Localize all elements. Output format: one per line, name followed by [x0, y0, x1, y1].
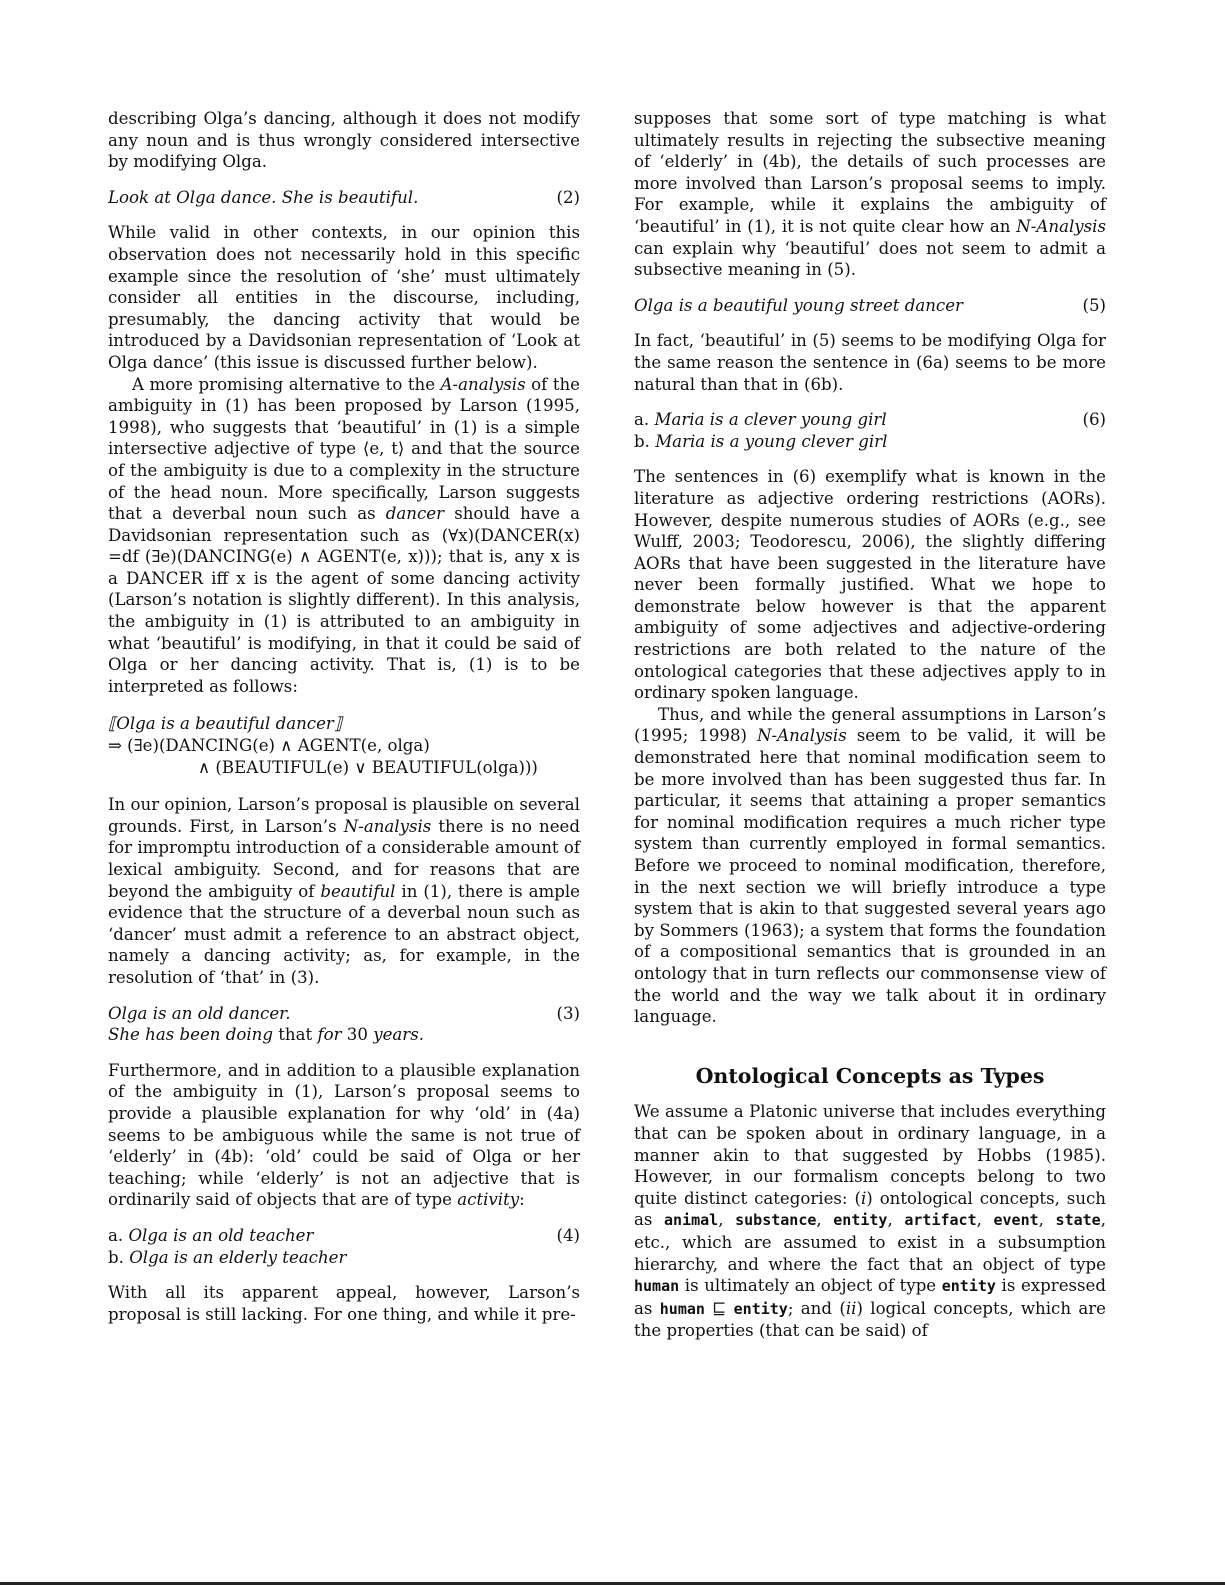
example-4a: a. Olga is an old teacher: [108, 1225, 314, 1245]
paragraph-opinion: In our opinion, Larson’s proposal is plausible on several grounds. First, in Larson’s N-analysis there is no need for impromptu introduction of a considerable amount of lexical ambiguity. Second, and for reasons that are beyond the ambiguity of beautiful in (1), there is ample evidence that the structure of a deverbal noun such as ‘dancer’ must admit a reference to an abstract object, namely a dancing activity; as, for example, in the resolution of ‘that’ in (3).: [108, 795, 580, 987]
example-4: [108, 1225, 580, 1268]
example-3: [108, 1003, 580, 1046]
paragraph-valid: While valid in other contexts, in our opinion this observation does not necessarily hold in this specific example since the resolution of ‘she’ must ultimately consider all entities in the discourse, including, presumably, the dancing activity that would be introduced by a Davidsonian representation of ‘Look at Olga dance’ (this issue is discussed further below).: [108, 223, 580, 372]
paragraph-lacking: With all its apparent appeal, however, Larson’s proposal is still lacking. For one thing, and while it pre-: [108, 1283, 580, 1324]
paragraph-promising: A more promising alternative to the A-analysis of the ambiguity in (1) has been proposed by Larson (1995, 1998), who suggests that ‘beautiful’ in (1) is a simple intersective adjective of type ⟨e, t⟩ and that the source of the ambiguity is due to a complexity in the structure of the head noun. More specifically, Larson suggests that a deverbal noun such as dancer should have a Davidsonian representation such as (∀x)(DANCER(x) =df (∃e)(DANCING(e) ∧ AGENT(e, x))); that is, any x is a DANCER iff x is the agent of some dancing activity (Larson’s notation is slightly different). In this analysis, the ambiguity in (1) is attributed to an ambiguity in what ‘beautiful’ is modifying, in that it could be said of Olga or her dancing activity. That is, (1) is to be interpreted as follows:: [108, 374, 580, 696]
right-column: [634, 108, 1106, 1342]
example-2: [108, 187, 580, 209]
formula-line-3: ∧ (BEAUTIFUL(e) ∨ BEAUTIFUL(olga))): [198, 757, 538, 777]
example-3-line-2: She has been doing that for 30 years.: [108, 1025, 425, 1045]
example-3-line-1: Olga is an old dancer.: [108, 1003, 291, 1023]
section-heading: Ontological Concepts as Types: [695, 1063, 1045, 1088]
example-5-text: Olga is a beautiful young street dancer: [634, 295, 963, 315]
formula-interpretation: [108, 713, 580, 778]
formula-line-2: ⇒ (∃e)(DANCING(e) ∧ AGENT(e, olga): [108, 736, 430, 756]
example-6a: a. Maria is a clever young girl: [634, 410, 887, 430]
paragraph-supposes: supposes that some sort of type matching is what ultimately results in rejecting the subsective meaning of ‘elderly’ in (4b), the details of such processes are more involved than Larson’s proposal seems to imply. For example, while it explains the ambiguity of ‘beautiful’ in (1), it is not quite clear how an N-Analysis can explain why ‘beautiful’ does not seem to admit a subsective meaning in (5).: [634, 109, 1106, 280]
paragraph-in-fact: In fact, ‘beautiful’ in (5) seems to be modifying Olga for the same reason the sentence in (6a) seems to be more natural than that in (6b).: [634, 331, 1106, 394]
paragraph-intro: describing Olga’s dancing, although it does not modify any noun and is thus wrongly considered intersective by modifying Olga.: [108, 109, 580, 172]
example-3-number: (3): [556, 1003, 580, 1023]
paragraph-sentences: The sentences in (6) exemplify what is known in the literature as adjective ordering restrictions (AORs). However, despite numerous studies of AORs (e.g., see Wulff, 2003; Teodorescu, 2006), the slightly differing AORs that have been suggested in the literature have never been formally justified. What we hope to demonstrate below however is that the apparent ambiguity of some adjectives and adjective-ordering restrictions are both related to the nature of the ontological categories that these adjectives apply to in ordinary spoken language.: [634, 467, 1106, 703]
example-2-text: Look at Olga dance. She is beautiful.: [108, 187, 419, 207]
example-6-number: (6): [1082, 410, 1106, 430]
left-column: [108, 108, 580, 1325]
example-4-number: (4): [556, 1225, 580, 1245]
example-6b: b. Maria is a young clever girl: [634, 431, 888, 451]
paragraph-thus: Thus, and while the general assumptions in Larson’s (1995; 1998) N-Analysis seem to be valid, it will be demonstrated here that nominal modification seem to be more involved than has been suggested thus far. In particular, it seems that attaining a proper semantics for nominal modification requires a much richer type system than currently employed in formal semantics. Before we proceed to nominal modification, therefore, in the next section we will briefly introduce a type system that is akin to that suggested several years ago by Sommers (1963); a system that forms the foundation of a compositional semantics that is grounded in an ontology that in turn reflects our commonsense view of the world and the way we talk about it in ordinary language.: [634, 704, 1106, 1027]
example-2-number: (2): [556, 187, 580, 207]
example-5: [634, 295, 1106, 317]
formula-line-1: ⟦Olga is a beautiful dancer⟧: [108, 714, 343, 734]
example-5-number: (5): [1082, 295, 1106, 315]
example-6: [634, 409, 1106, 452]
paragraph-assume: We assume a Platonic universe that includes everything that can be spoken about in ordinary language, in a manner akin to that suggested by Hobbs (1985). However, in our formalism concepts belong to two quite distinct categories: (i) ontological concepts, such as animal, substance, entity, artifact, event, state, etc., which are assumed to exist in a subsumption hierarchy, and where the fact that an object of type human is ultimately an object of type entity is expressed as human ⊑ entity; and (ii) logical concepts, which are the properties (that can be said) of: [634, 1102, 1107, 1341]
example-4b: b. Olga is an elderly teacher: [108, 1247, 347, 1267]
paragraph-furthermore: Furthermore, and in addition to a plausible explanation of the ambiguity in (1), Larson’s proposal seems to provide a plausible explanation for why ‘old’ in (4a) seems to be ambiguous while the same is not true of ‘elderly’ in (4b): ‘old’ could be said of Olga or her teaching; while ‘elderly’ is not an adjective that is ordinarily said of objects that are of type activity:: [108, 1060, 580, 1210]
